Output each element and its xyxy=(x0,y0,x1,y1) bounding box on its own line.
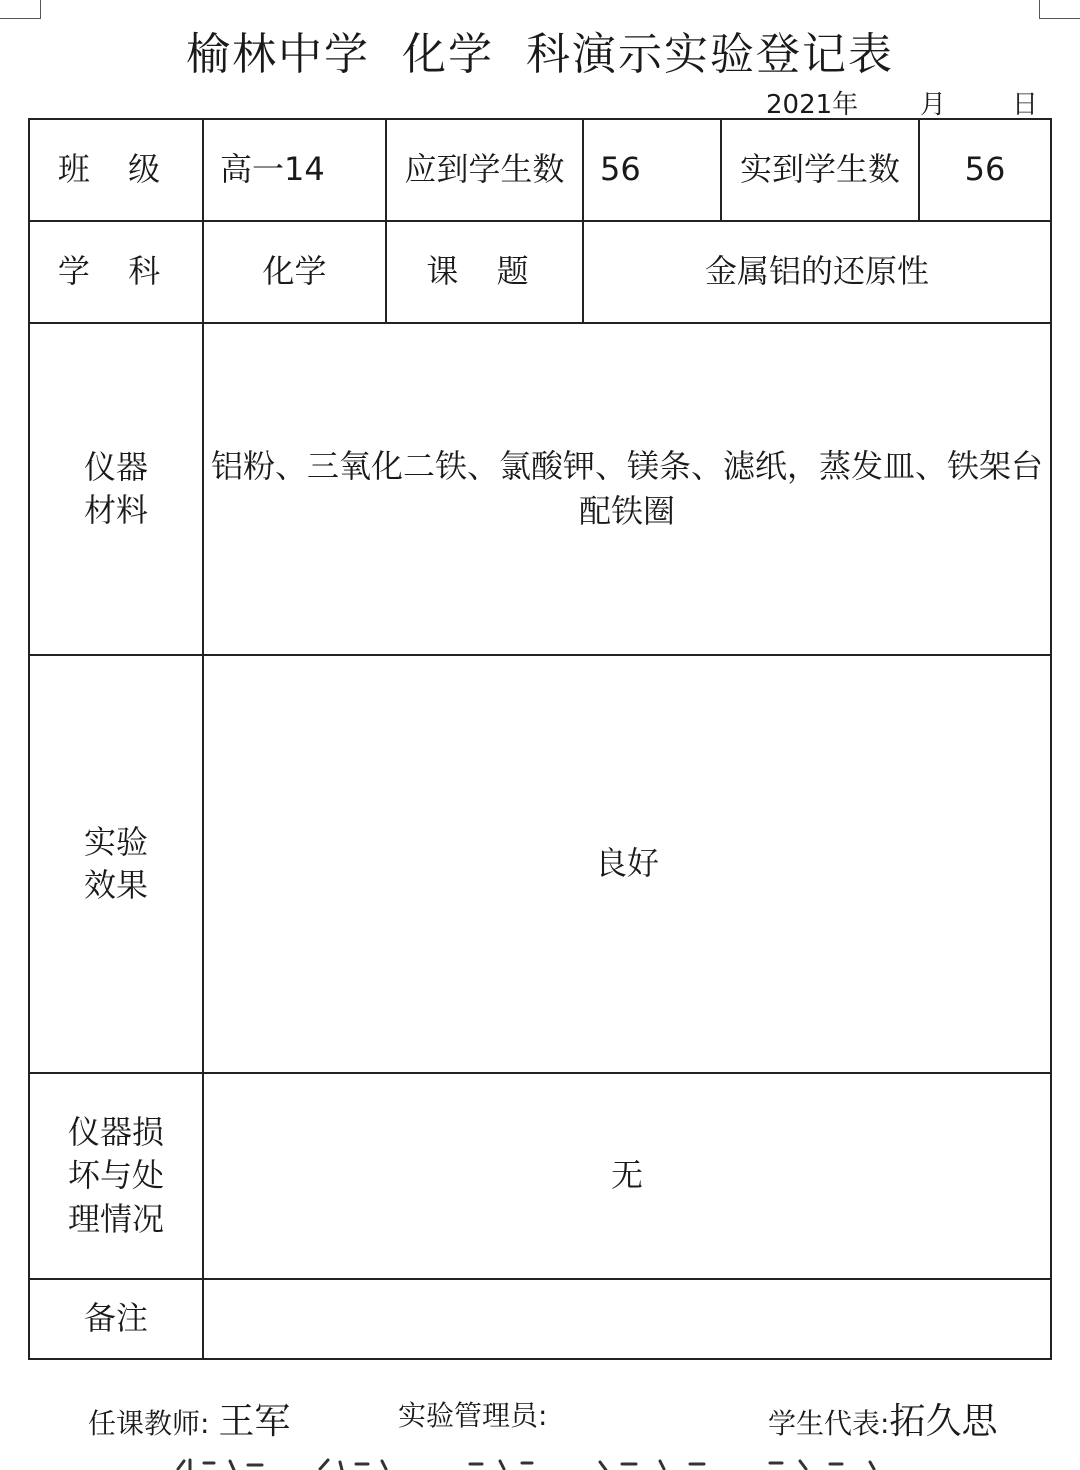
effect-value: 良好 xyxy=(203,655,1051,1073)
page-corner-mark-right xyxy=(1039,0,1080,19)
cutoff-next-line-fragment xyxy=(170,1456,890,1470)
equipment-value: 铝粉、三氧化二铁、氯酸钾、镁条、滤纸，蒸发皿、铁架台配铁圈 xyxy=(210,447,1043,530)
student-rep-signature xyxy=(768,1393,997,1444)
lab-admin-signature xyxy=(398,1393,547,1434)
remarks-value xyxy=(203,1279,1051,1359)
row-effect xyxy=(29,655,1051,1073)
date-year: 2021年 xyxy=(766,90,859,120)
damage-value: 无 xyxy=(203,1073,1051,1279)
damage-label: 仪器损 坏与处 理情况 xyxy=(67,1113,164,1238)
page-corner-mark-left xyxy=(0,0,41,19)
row-equipment xyxy=(29,323,1051,655)
remarks-label: 备注 xyxy=(29,1279,203,1359)
teacher-signature xyxy=(88,1393,290,1444)
cutoff-text-strokes xyxy=(170,1457,890,1470)
teacher-label: 任课教师: xyxy=(88,1407,210,1440)
effect-label-cell xyxy=(29,655,203,1073)
student-rep-label: 学生代表: xyxy=(768,1407,890,1440)
actual-students-value: 56 xyxy=(919,119,1051,221)
date-day: 日 xyxy=(1012,90,1039,120)
subject-value: 化学 xyxy=(203,221,386,323)
row-damage xyxy=(29,1073,1051,1279)
form-title: 榆林中学 化学 科演示实验登记表 xyxy=(186,29,894,80)
expected-students-value: 56 xyxy=(583,119,721,221)
effect-label: 实验 效果 xyxy=(83,822,148,904)
experiment-register-table xyxy=(28,118,1052,1360)
class-value: 高一14 xyxy=(203,119,386,221)
row-subject xyxy=(29,221,1051,323)
equipment-label-cell xyxy=(29,323,203,655)
equipment-label: 仪器 材料 xyxy=(83,447,148,529)
topic-value: 金属铝的还原性 xyxy=(583,221,1051,323)
teacher-value: 王军 xyxy=(218,1401,291,1442)
row-class xyxy=(29,119,1051,221)
expected-students-label: 应到学生数 xyxy=(386,119,583,221)
damage-label-cell xyxy=(29,1073,203,1279)
date-month: 月 xyxy=(920,90,947,120)
student-rep-value: 拓久思 xyxy=(889,1401,998,1442)
actual-students-label: 实到学生数 xyxy=(721,119,919,221)
lab-admin-label: 实验管理员: xyxy=(398,1399,548,1432)
equipment-value-cell xyxy=(203,323,1051,655)
topic-label: 课 题 xyxy=(386,221,583,323)
subject-label: 学 科 xyxy=(29,221,203,323)
class-label: 班 级 xyxy=(29,119,203,221)
row-remarks xyxy=(29,1279,1051,1359)
